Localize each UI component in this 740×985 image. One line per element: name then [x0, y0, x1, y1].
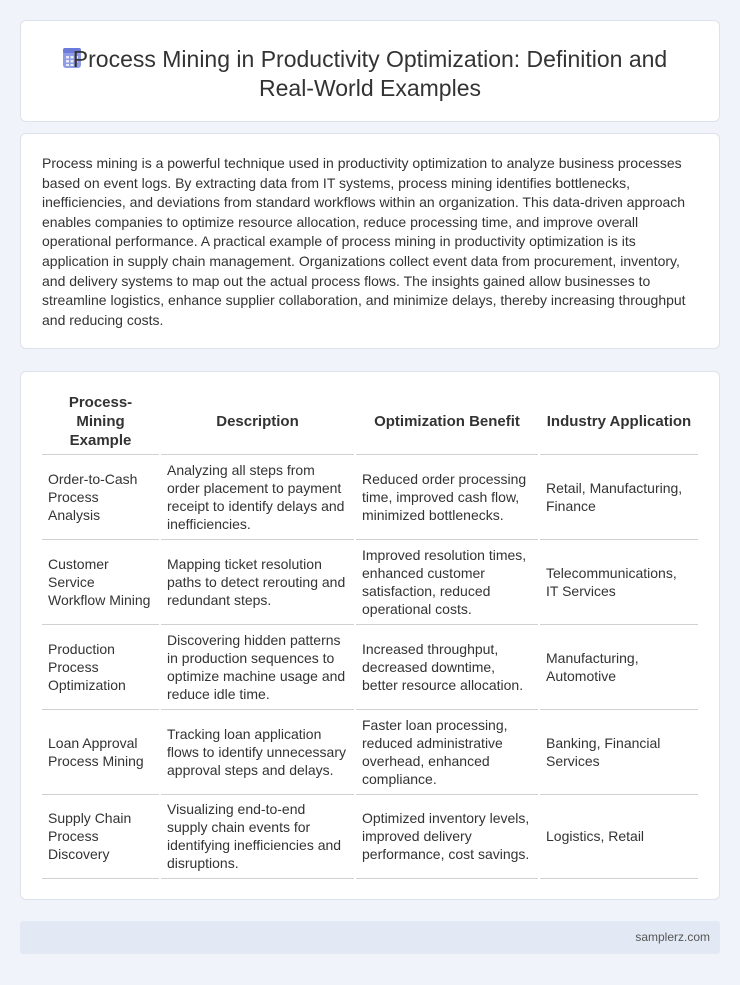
header-example: Process-Mining Example [42, 390, 160, 454]
cell-example: Order-to-Cash Process Analysis [42, 454, 160, 539]
cell-benefit: Improved resolution times, enhanced customer satisfaction, reduced operational costs. [355, 539, 539, 624]
cell-industry: Telecommunications, IT Services [539, 539, 698, 624]
footer [20, 921, 720, 954]
cell-description: Tracking loan application flows to identify unnecessary approval steps and delays. [160, 709, 355, 794]
header-benefit: Optimization Benefit [355, 390, 539, 454]
cell-example: Supply Chain Process Discovery [42, 794, 160, 878]
cell-industry: Banking, Financial Services [539, 709, 698, 794]
table-row [42, 709, 698, 794]
examples-table [42, 390, 698, 879]
intro-card [20, 133, 720, 349]
cell-benefit: Optimized inventory levels, improved delivery performance, cost savings. [355, 794, 539, 878]
header-industry: Industry Application [539, 390, 698, 454]
cell-industry: Manufacturing, Automotive [539, 624, 698, 709]
cell-industry: Retail, Manufacturing, Finance [539, 454, 698, 539]
cell-description: Mapping ticket resolution paths to detect rerouting and redundant steps. [160, 539, 355, 624]
cell-example: Customer Service Workflow Mining [42, 539, 160, 624]
table-row [42, 454, 698, 539]
cell-benefit: Faster loan processing, reduced administrative overhead, enhanced compliance. [355, 709, 539, 794]
table-row [42, 624, 698, 709]
table-header-row [42, 390, 698, 454]
intro-paragraph: Process mining is a powerful technique used in productivity optimization to analyze business processes based on event logs. By extracting data from IT systems, process mining identifies bottlenecks, inefficiencies, and deviations from standard workflows within an organization. This data-driven approach enables companies to optimize resource allocation, reduce processing time, and improve overall operational performance. A practical example of process mining in productivity optimization is its application in supply chain management. Organizations collect event data from procurement, inventory, and delivery systems to map out the actual process flows. The insights gained allow businesses to streamline logistics, enhance supplier collaboration, and minimize delays, thereby increasing throughput and reducing costs. [42, 155, 686, 328]
table-row [42, 539, 698, 624]
table-row [42, 794, 698, 878]
cell-industry: Logistics, Retail [539, 794, 698, 878]
table-card [20, 371, 720, 900]
footer-site-link[interactable]: samplerz.com [635, 930, 710, 944]
cell-description: Discovering hidden patterns in production sequences to optimize machine usage and reduce idle time. [160, 624, 355, 709]
cell-example: Production Process Optimization [42, 624, 160, 709]
cell-description: Analyzing all steps from order placement to payment receipt to identify delays and inefficiencies. [160, 454, 355, 539]
cell-benefit: Reduced order processing time, improved cash flow, minimized bottlenecks. [355, 454, 539, 539]
header-description: Description [160, 390, 355, 454]
cell-example: Loan Approval Process Mining [42, 709, 160, 794]
title-card [20, 20, 720, 122]
page-title: Process Mining in Productivity Optimization: Definition and Real-World Examples [72, 46, 668, 101]
cell-description: Visualizing end-to-end supply chain events for identifying inefficiencies and disruptions. [160, 794, 355, 878]
cell-benefit: Increased throughput, decreased downtime, better resource allocation. [355, 624, 539, 709]
